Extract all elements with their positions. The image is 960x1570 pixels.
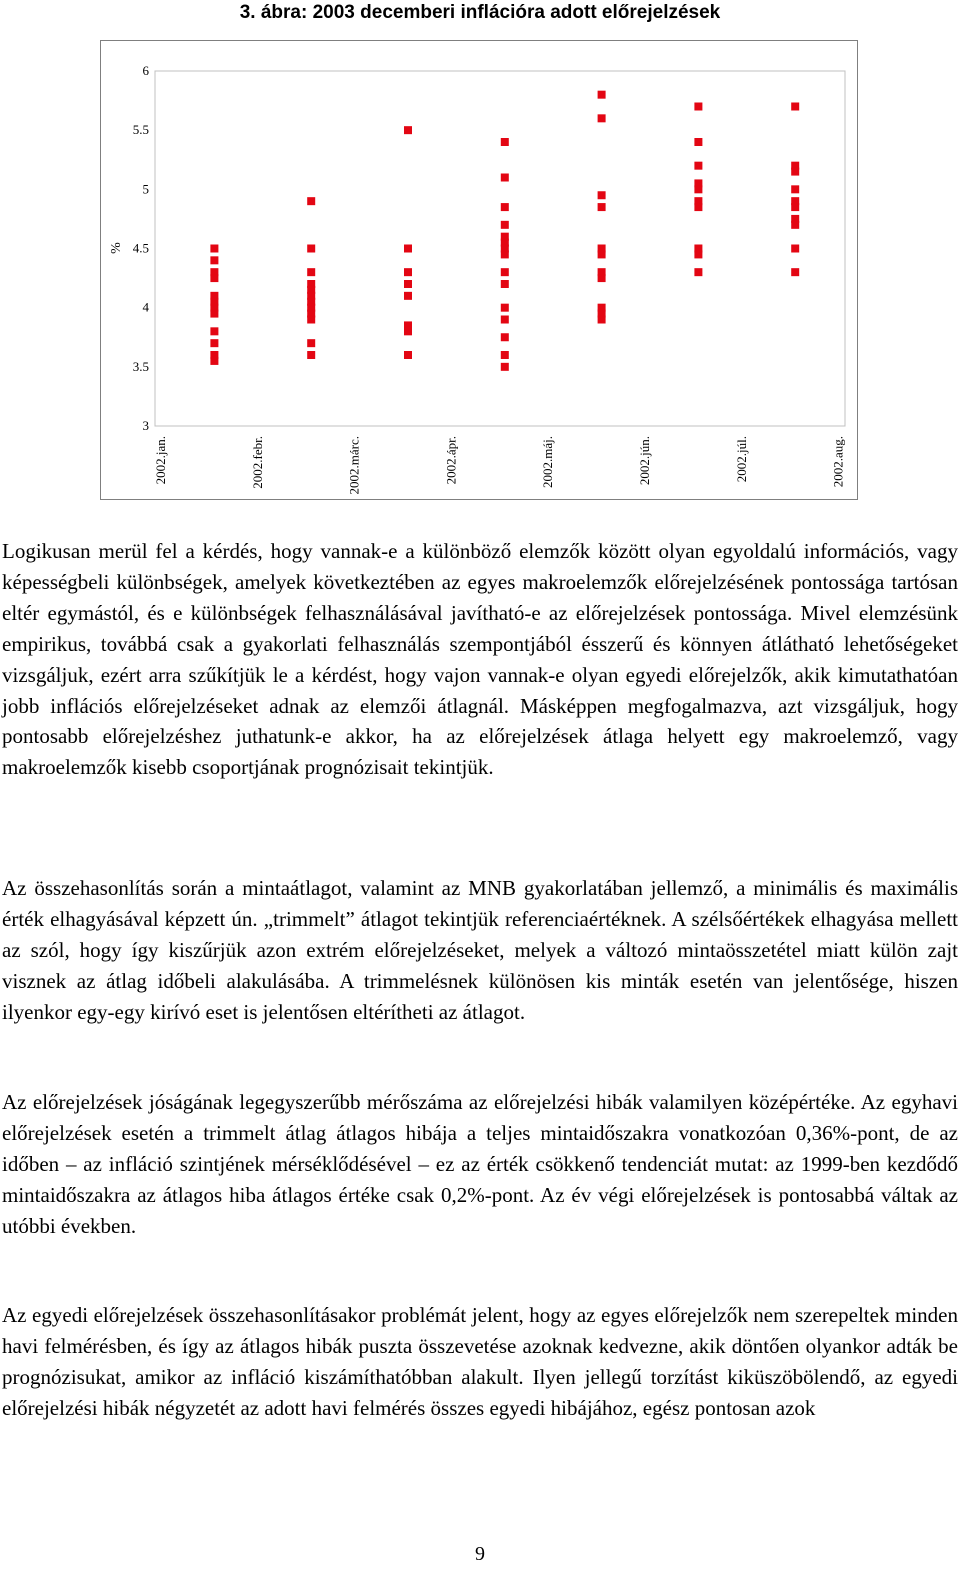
data-point-marker [210,339,218,347]
x-tick-label: 2002.márc. [346,436,362,495]
y-tick-label: 5 [142,181,149,197]
data-point-marker [598,191,606,199]
data-point-marker [501,174,509,182]
y-tick-label: 6 [142,63,149,78]
x-tick-label: 2002.máj. [540,436,556,488]
data-point-marker [210,245,218,253]
y-tick-label: 3.5 [132,358,149,374]
data-point-marker [694,103,702,111]
x-tick-label: 2002.jan. [153,436,168,485]
data-point-marker [307,197,315,205]
data-point-marker [501,304,509,312]
data-point-marker [694,203,702,211]
data-point-marker [307,351,315,359]
data-point-marker [791,268,799,276]
data-point-marker [307,316,315,324]
data-point-marker [501,351,509,359]
data-point-marker [404,327,412,335]
data-point-marker [791,245,799,253]
data-point-marker [210,274,218,282]
x-tick-label: 2002.febr. [249,436,265,489]
data-point-marker [791,221,799,229]
data-point-marker [501,333,509,341]
x-tick-label: 2002.ápr. [443,436,459,485]
page-number: 9 [475,1543,485,1565]
y-tick-label: 5.5 [132,122,149,138]
figure-title: 3. ábra: 2003 decemberi inflációra adott előrejelzések [239,2,721,23]
data-point-marker [694,162,702,170]
data-point-marker [210,327,218,335]
data-point-marker [598,274,606,282]
inflation-forecast-scatter-chart [100,40,860,502]
x-tick-label: 2002.aug. [830,436,846,488]
paragraph-2: Az összehasonlítás során a mintaátlagot, valamint az MNB gyakorlatában jellemző, a minimális és maximális érték elhagyásával képzett ún. „trimmelt” átlagot tekintjük referenciaértéknek. A szélsőértékek elhagyása mellett az szól, hogy így kiszűrjük azon extrém előrejelzéseket, melyek a változó mintaösszetétel miatt külön zajt visznek az átlag időbeli alakulásába. A trimmelésnek különösen kis minták esetén van jelentősége, hiszen ilyenkor egy-egy kirívó eset is jelentősen eltérítheti az átlagot. [2,876,958,1024]
data-point-marker [791,168,799,176]
data-point-marker [210,357,218,365]
data-point-marker [694,250,702,258]
data-point-marker [404,292,412,300]
data-point-marker [598,91,606,99]
data-point-marker [404,268,412,276]
paragraph-3: Az előrejelzések jóságának legegyszerűbb mérőszáma az előrejelzési hibák valamilyen középértéke. Az egyhavi előrejelzések esetén a trimmelt átlag átlagos hibája a teljes mintaidőszakra vonatkozóan 0,36%-pont, de az időben – az infláció szintjének mérséklődésével – ez az érték csökkenő tendenciát mutat: az 1999-ben kezdődő mintaidőszakra az átlagos hiba átlagos értéke csak 0,2%-pont. Az év végi előrejelzések is pontosabbá váltak az utóbbi években. [2,1090,958,1238]
data-point-marker [307,339,315,347]
data-point-marker [791,103,799,111]
data-point-marker [404,245,412,253]
data-point-marker [501,268,509,276]
data-point-marker [501,250,509,258]
data-point-marker [501,363,509,371]
y-tick-label: 4 [142,299,149,315]
data-point-marker [694,138,702,146]
data-point-marker [307,268,315,276]
data-point-marker [307,245,315,253]
data-point-marker [501,280,509,288]
data-point-marker [791,185,799,193]
paragraph-1: Logikusan merül fel a kérdés, hogy vannak-e a különböző elemzők között olyan egyoldalú információs, vagy képességbeli különbségek, amelyek következtében az egyes makroelemzők előrejelzésének pontossága tartósan eltér egymástól, és e különbségek felhasználásával javítható-e az előrejelzések pontossága. Mivel elemzésünk empirikus, továbbá csak a gyakorlati felhasználás szempontjából ésszerű és könnyen átlátható lehetőségeket vizsgáljuk, ezért arra szűkítjük le a kérdést, hogy vajon vannak-e olyan egyedi előrejelzők, akik kimutathatóan jobb inflációs előrejelzéseket adnak az elemzői átlagnál. Másképpen megfogalmazva, azt vizsgáljuk, hogy pontosabb előrejelzéshez juthatunk-e akkor, ha az előrejelzések átlaga helyett egy makroelemző, vagy makroelemzők kisebb csoportjának prognózisait tekintjük. [2,539,958,780]
data-point-marker [598,316,606,324]
data-point-marker [210,310,218,318]
data-point-marker [501,221,509,229]
data-point-marker [598,250,606,258]
data-point-marker [791,203,799,211]
y-tick-label: 3 [142,418,149,433]
y-axis-label: % [109,242,124,254]
data-point-marker [694,268,702,276]
data-point-marker [598,203,606,211]
data-point-marker [598,114,606,122]
data-point-marker [210,256,218,264]
data-point-marker [404,351,412,359]
data-point-marker [501,203,509,211]
data-point-marker [404,126,412,134]
data-point-marker [501,138,509,146]
x-tick-label: 2002.júl. [733,436,749,483]
x-tick-label: 2002.jún. [637,436,652,486]
data-point-marker [501,316,509,324]
y-tick-label: 4.5 [132,240,149,256]
paragraph-4: Az egyedi előrejelzések összehasonlításakor problémát jelent, hogy az egyes előrejelzők nem szerepeltek minden havi felmérésben, és így az átlagos hibák puszta összevetése azoknak kedvezne, akik döntően olyankor adták be prognózisukat, amikor az infláció kiszámíthatóbban alakult. Ilyen jellegű torzítást kiküszöbölendő, az egyedi előrejelzési hibák négyzetét az adott havi felmérés összes egyedi hibájához, egész pontosan azok [2,1303,958,1420]
data-point-marker [404,280,412,288]
data-point-marker [694,185,702,193]
